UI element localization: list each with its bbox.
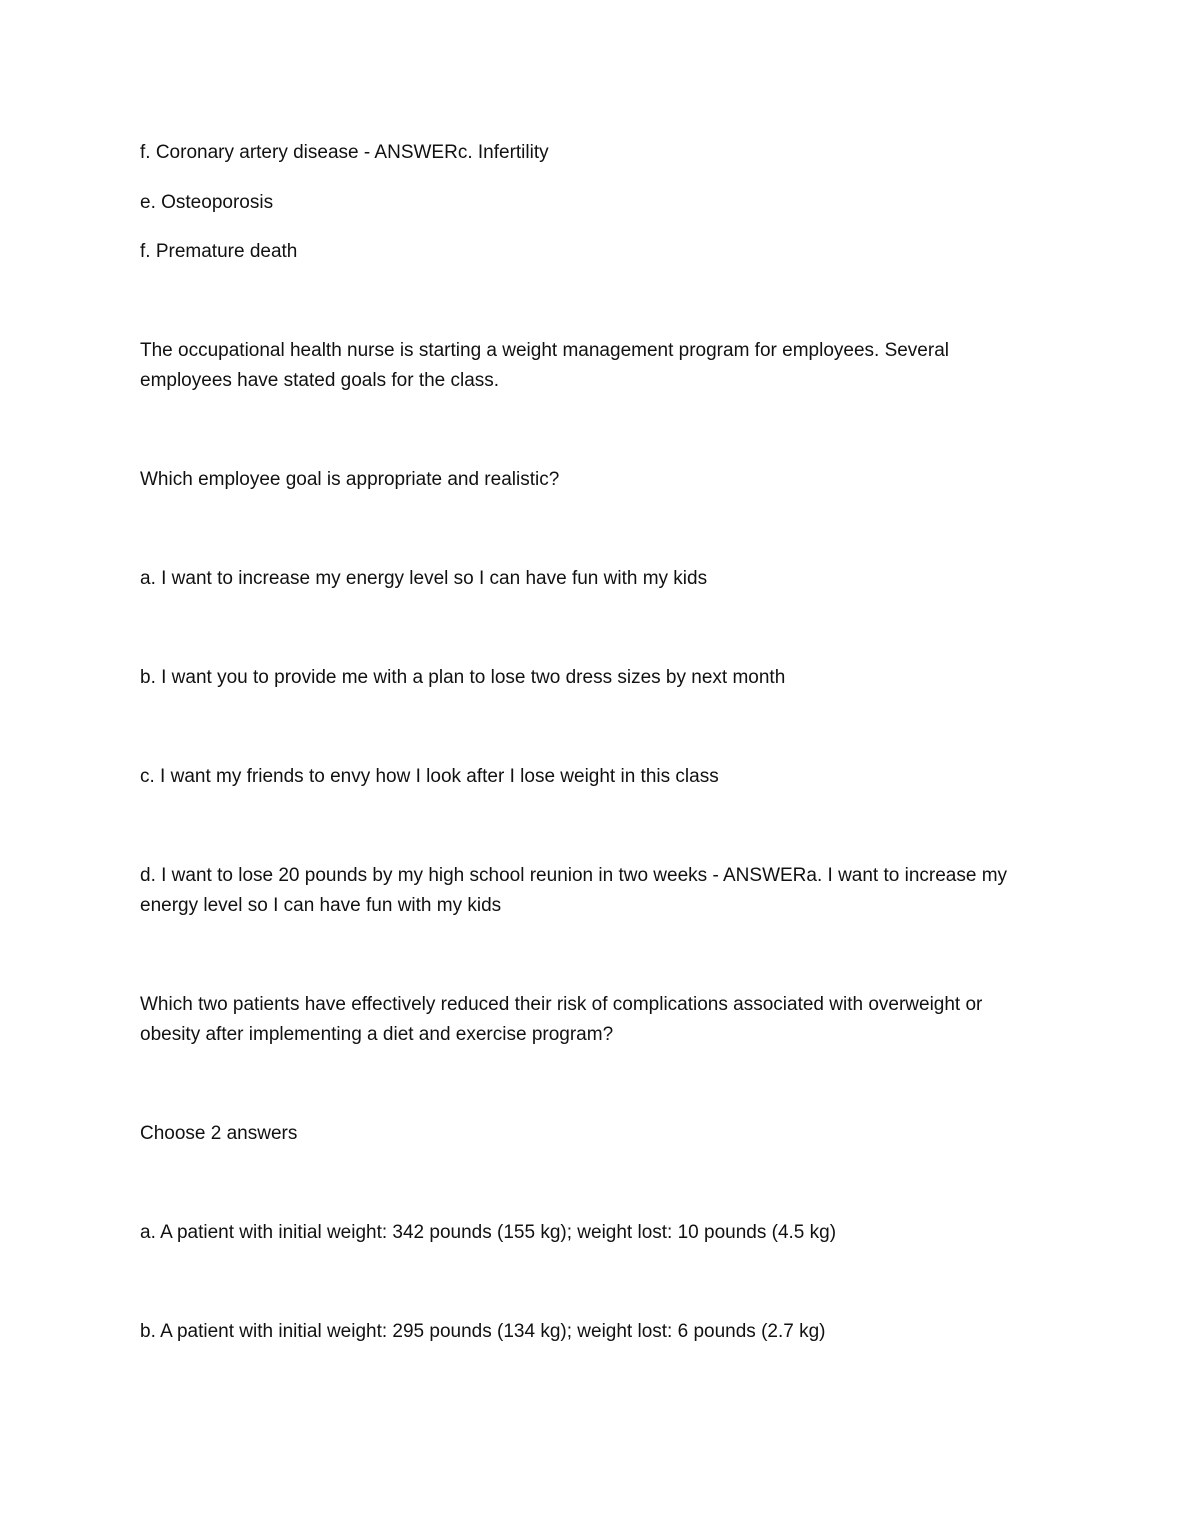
instruction-line: Choose 2 answers — [140, 1123, 298, 1144]
option-line: c. I want my friends to envy how I look after I lose weight in this class — [140, 766, 719, 787]
option-line: f. Premature death — [140, 241, 298, 262]
answer-line: d. I want to lose 20 pounds by my high school reunion in two weeks - ANSWERa. I want to increase my energy level so I can have fun with my kids — [140, 865, 1008, 916]
option-line: b. A patient with initial weight: 295 pounds (134 kg); weight lost: 6 pounds (2.7 kg) — [140, 1321, 826, 1342]
option-line: a. I want to increase my energy level so I can have fun with my kids — [140, 568, 708, 589]
option-line: b. I want you to provide me with a plan to lose two dress sizes by next month — [140, 667, 786, 688]
option-line: e. Osteoporosis — [140, 192, 274, 213]
answer-line: f. Coronary artery disease - ANSWERc. Infertility — [140, 142, 549, 163]
question-line: Which two patients have effectively reduced their risk of complications associated with overweight or obesity after implementing a diet and exercise program? — [140, 994, 983, 1045]
question-intro-paragraph: The occupational health nurse is starting a weight management program for employees. Several employees have stated goals for the class. — [140, 340, 949, 391]
question-line: Which employee goal is appropriate and realistic? — [140, 469, 560, 490]
option-line: a. A patient with initial weight: 342 pounds (155 kg); weight lost: 10 pounds (4.5 kg) — [140, 1222, 837, 1243]
